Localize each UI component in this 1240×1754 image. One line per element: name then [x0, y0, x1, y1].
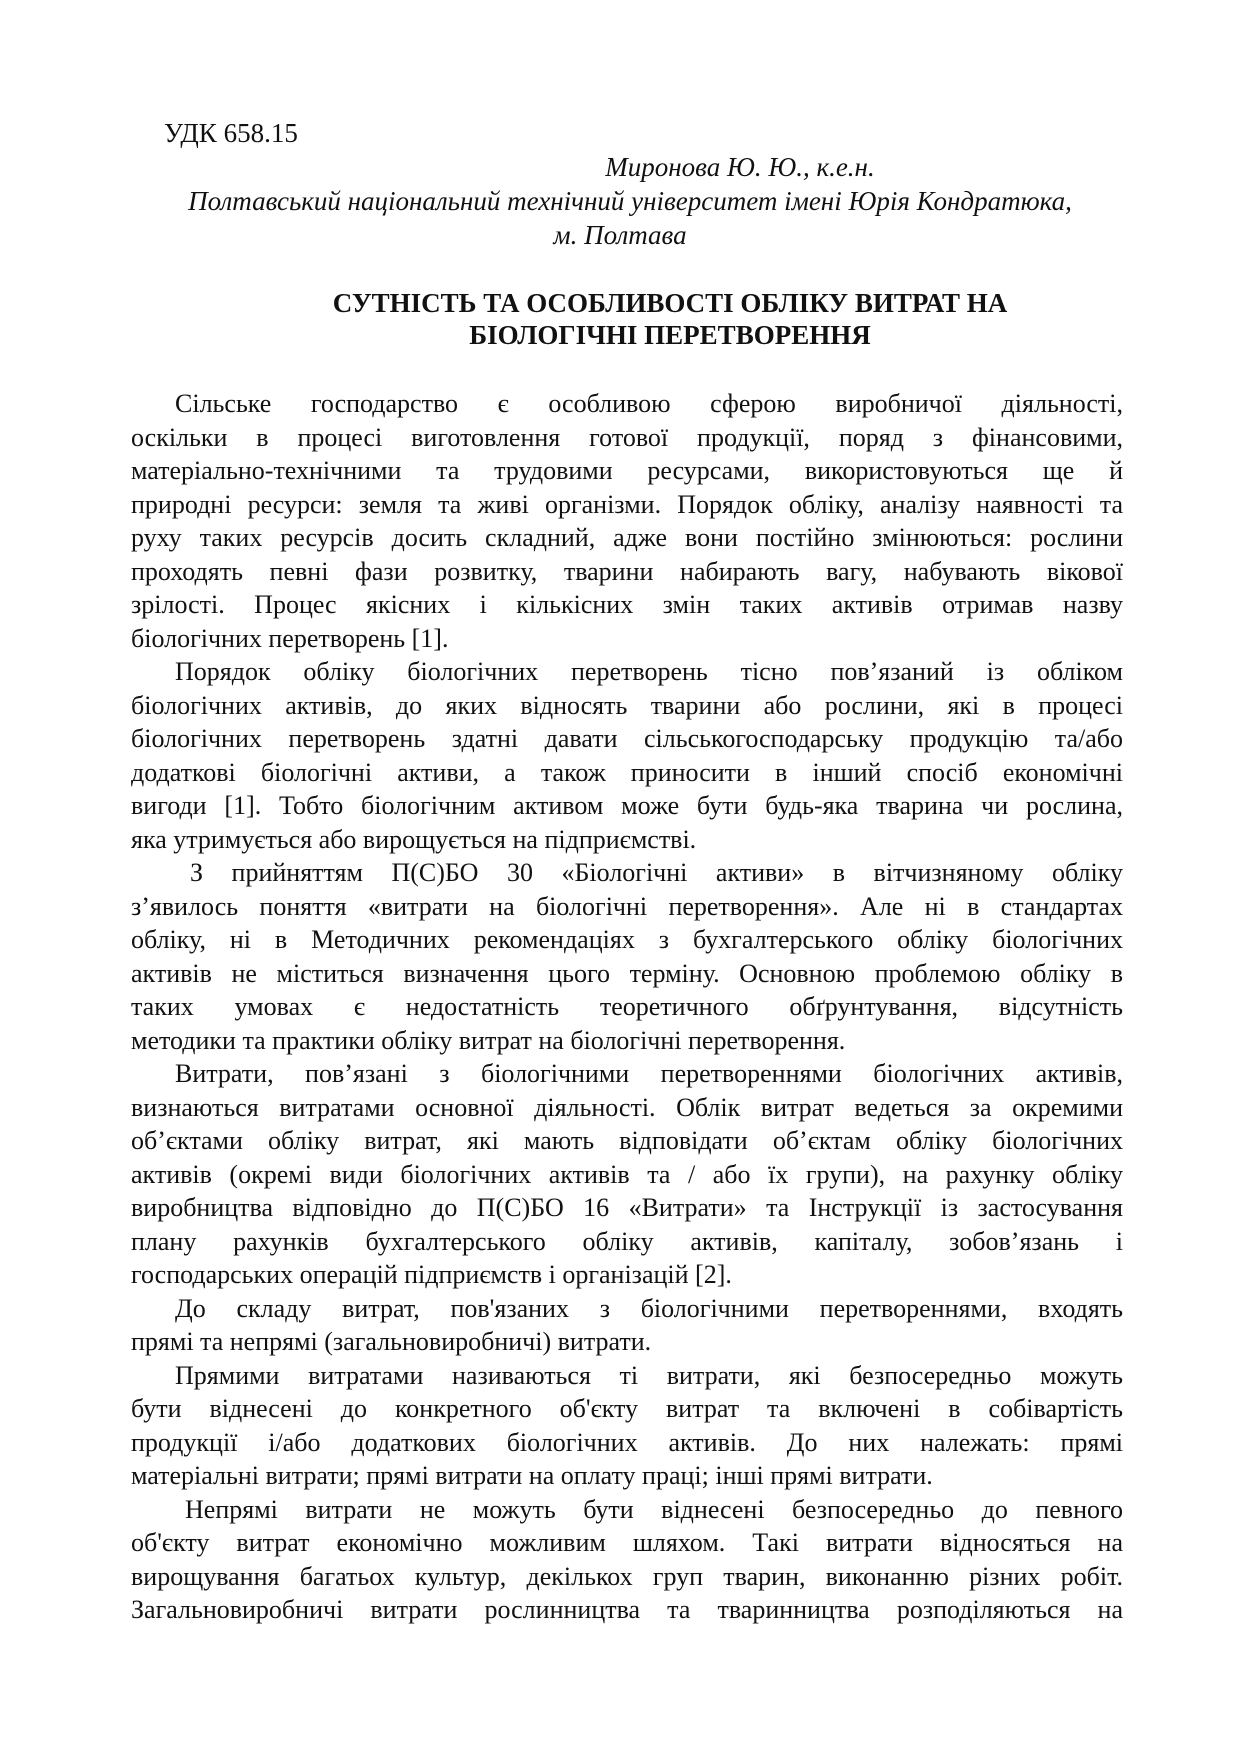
article-title-line: БІОЛОГІЧНІ ПЕРЕТВОРЕННЯ — [469, 320, 871, 350]
text-line: біологічних перетворень [1]. — [131, 623, 449, 653]
text-line: з’явилось поняття «витрати на біологічні перетворення». Але ні в стандартах — [131, 891, 1123, 921]
text-line: продукції і/або додаткових біологічних активів. До них належать: прямі — [131, 1427, 1123, 1457]
text-line: біологічних активів, до яких відносять тварини або рослини, які в процесі — [131, 690, 1123, 720]
text-line: З прийняттям П(С)БО 30 «Біологічні активи» в вітчизняному обліку — [190, 858, 1123, 887]
text-line: біологічних перетворень здатні давати сільськогосподарську продукцію та/або — [131, 724, 1123, 753]
text-line: господарських операцій підприємств і організацій [2]. — [131, 1260, 732, 1289]
text-line: активів не міститься визначення цього терміну. Основною проблемою обліку в — [131, 958, 1123, 988]
text-line: проходять певні фази розвитку, тварини набирають вагу, набувають вікової — [131, 556, 1123, 586]
text-line: прямі та непрямі (загальновиробничі) витрати. — [131, 1327, 652, 1356]
udc-code: УДК 658.15 — [164, 118, 298, 148]
text-line: активів (окремі види біологічних активів та / або їх групи), на рахунку обліку — [131, 1159, 1123, 1189]
text-line: таких умовах є недостатність теоретичного обґрунтування, відсутність — [131, 992, 1123, 1021]
article-title-line: СУТНІСТЬ ТА ОСОБЛИВОСТІ ОБЛІКУ ВИТРАТ НА — [332, 288, 1008, 318]
text-line: вигоди [1]. Тобто біологічним активом може бути будь-яка тварина чи рослина, — [131, 791, 1123, 820]
institution: Полтавський національний технічний університет імені Юрія Кондратюка, — [188, 186, 1072, 216]
paragraph — [131, 1057, 1123, 1292]
text-line: методики та практики обліку витрат на біологічні перетворення. — [131, 1025, 846, 1055]
paragraph — [131, 1292, 1123, 1359]
text-line: Прямими витратами називаються ті витрати, які безпосередньо можуть — [175, 1360, 1123, 1390]
text-line: руху таких ресурсів досить складний, адже вони постійно змінюються: рослини — [131, 523, 1123, 552]
text-line: природні ресурси: земля та живі організми. Порядок обліку, аналізу наявності та — [131, 489, 1123, 519]
paragraph — [131, 1359, 1123, 1493]
text-line: вирощування багатьох культур, декількох груп тварин, виконанню різних робіт. — [131, 1561, 1123, 1591]
text-line: Сільське господарство є особливою сферою виробничої діяльності, — [175, 389, 1123, 418]
paragraph — [131, 655, 1123, 856]
text-line: оскільки в процесі виготовлення готової продукції, поряд з фінансовими, — [131, 422, 1123, 452]
text-line: Витрати, пов’язані з біологічними перетвореннями біологічних активів, — [175, 1059, 1123, 1088]
text-line: об'єкту витрат економічно можливим шляхом. Такі витрати відносяться на — [131, 1528, 1123, 1557]
city: м. Полтава — [553, 220, 687, 250]
text-line: виробництва відповідно до П(С)БО 16 «Витрати» та Інструкції із застосування — [131, 1193, 1123, 1222]
paragraph — [131, 856, 1123, 1057]
text-line: Загальновиробничі витрати рослинництва та тваринництва розподіляються на — [131, 1595, 1123, 1624]
text-line: додаткові біологічні активи, а також приносити в інший спосіб економічні — [131, 757, 1123, 787]
text-line: До складу витрат, пов'язаних з біологічними перетвореннями, входять — [175, 1293, 1123, 1323]
text-line: матеріально-технічними та трудовими ресурсами, використовуються ще й — [131, 456, 1123, 485]
text-line: визнаються витратами основної діяльності. Облік витрат ведеться за окремими — [131, 1092, 1123, 1122]
paragraph — [131, 387, 1123, 655]
text-line: Непрямі витрати не можуть бути віднесені безпосередньо до певного — [185, 1494, 1123, 1524]
text-line: плану рахунків бухгалтерського обліку активів, капіталу, зобов’язань і — [131, 1226, 1123, 1256]
article-body — [131, 387, 1123, 1627]
text-line: яка утримується або вирощується на підприємстві. — [131, 824, 697, 854]
text-line: бути віднесені до конкретного об'єкту витрат та включені в собівартість — [131, 1394, 1123, 1423]
author: Миронова Ю. Ю., к.е.н. — [605, 152, 875, 182]
text-line: Порядок обліку біологічних перетворень тісно пов’язаний із обліком — [175, 657, 1123, 686]
paragraph — [131, 1493, 1123, 1627]
text-line: об’єктами обліку витрат, які мають відповідати об’єктам обліку біологічних — [131, 1126, 1123, 1155]
text-line: обліку, ні в Методичних рекомендаціях з бухгалтерського обліку біологічних — [131, 925, 1123, 954]
text-line: матеріальні витрати; прямі витрати на оплату праці; інші прямі витрати. — [131, 1461, 933, 1490]
text-line: зрілості. Процес якісних і кількісних змін таких активів отримав назву — [131, 590, 1123, 619]
